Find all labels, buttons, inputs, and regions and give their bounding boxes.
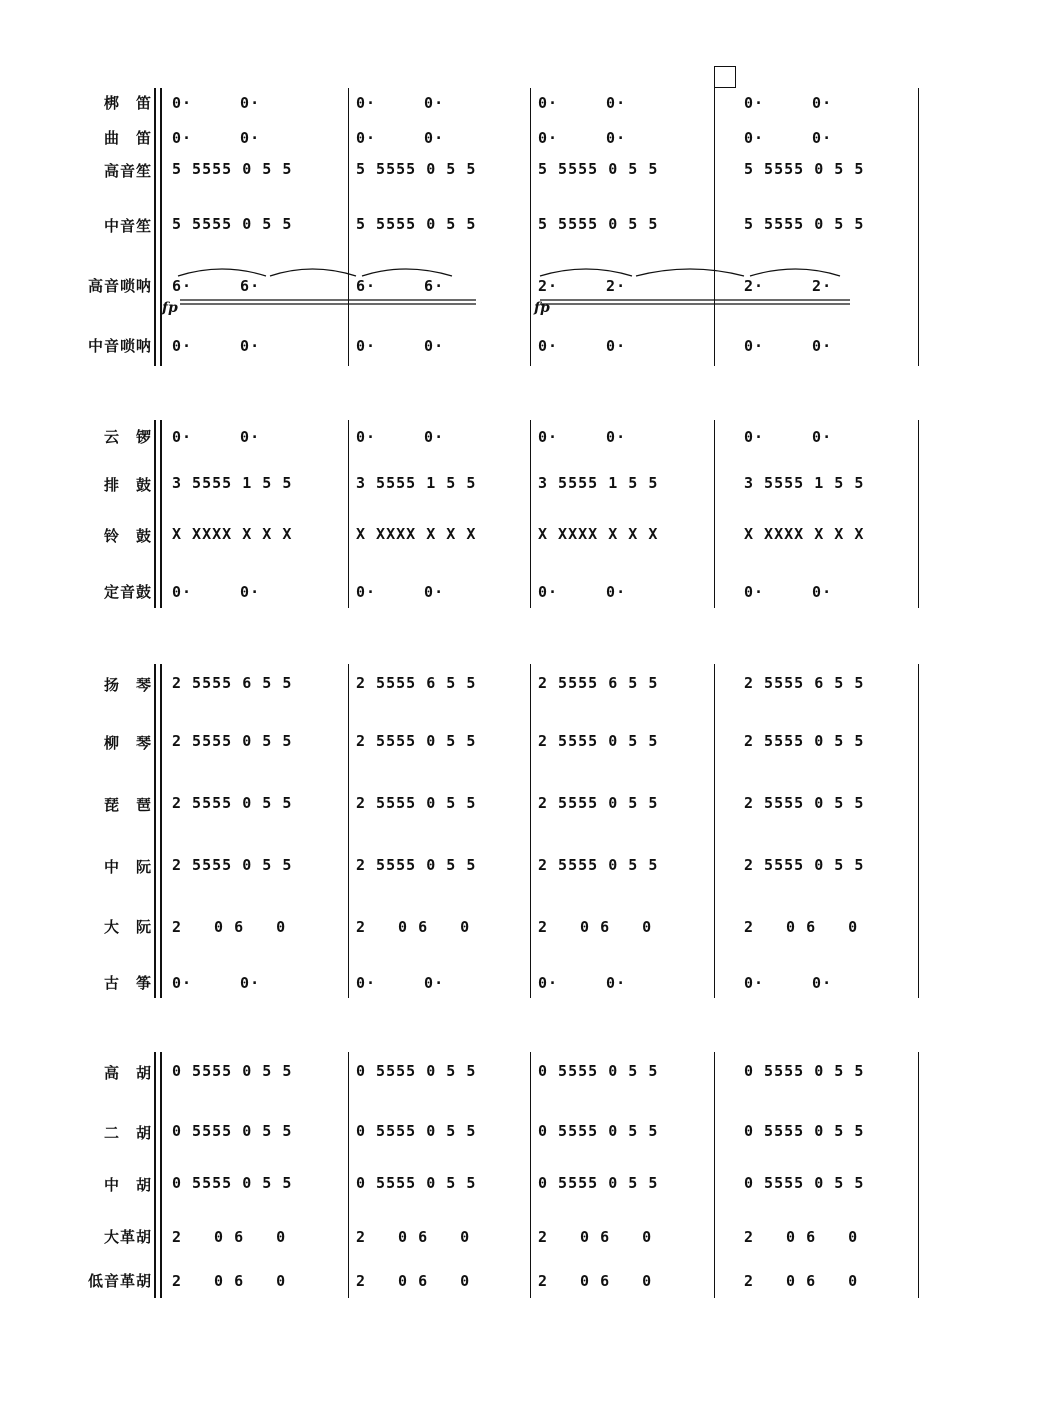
measure-notation: 0 5555 0 5 5: [356, 1174, 477, 1192]
measure-notation: 5 5555 0 5 5: [538, 215, 659, 233]
tie: [636, 269, 744, 276]
measure-notation: 2 0 6 0: [538, 1272, 653, 1290]
extension-line: [180, 300, 476, 304]
measure-notation: 0· 0·: [356, 974, 445, 992]
instrument-label: 二 胡: [103, 1124, 152, 1142]
measure-notation: X XXXX X X X: [538, 525, 659, 543]
instrument-label: 大 阮: [103, 918, 152, 936]
measure-notation: 5 5555 0 5 5: [172, 160, 293, 178]
instrument-label: 大革胡: [103, 1228, 152, 1246]
measure-notation: X XXXX X X X: [172, 525, 293, 543]
measure-notation: 2 5555 0 5 5: [744, 856, 865, 874]
measure-notation: 2 5555 0 5 5: [356, 732, 477, 750]
measure-notation: 0· 0·: [172, 974, 261, 992]
measure-notation: 0· 0·: [744, 583, 833, 601]
measure-notation: 2· 2·: [538, 277, 627, 295]
dynamic-marking: fp: [534, 300, 550, 316]
instrument-label: 琵 琶: [103, 796, 152, 814]
measure-notation: 0· 0·: [172, 337, 261, 355]
measure-notation: 0 5555 0 5 5: [538, 1174, 659, 1192]
measure-notation: 0· 0·: [356, 129, 445, 147]
instrument-label: 中 胡: [103, 1176, 152, 1194]
measure-notation: 2 0 6 0: [744, 1228, 859, 1246]
instrument-label: 云 锣: [103, 428, 152, 446]
measure-notation: 3 5555 1 5 5: [538, 474, 659, 492]
measure-notation: 0· 0·: [356, 337, 445, 355]
measure-notation: 0 5555 0 5 5: [356, 1062, 477, 1080]
dynamic-marking: fp: [162, 300, 178, 316]
measure-notation: X XXXX X X X: [744, 525, 865, 543]
rehearsal-mark: [714, 66, 736, 88]
instrument-label: 定音鼓: [103, 583, 152, 601]
measure-notation: 0· 0·: [538, 94, 627, 112]
measure-notation: 2 0 6 0: [744, 918, 859, 936]
measure-notation: 5 5555 0 5 5: [538, 160, 659, 178]
measure-notation: 0· 0·: [356, 583, 445, 601]
measure-notation: 0 5555 0 5 5: [744, 1062, 865, 1080]
measure-notation: 5 5555 0 5 5: [356, 215, 477, 233]
measure-notation: 2 5555 6 5 5: [538, 674, 659, 692]
tie: [540, 269, 632, 276]
measure-notation: 0 5555 0 5 5: [538, 1062, 659, 1080]
measure-notation: 0 5555 0 5 5: [172, 1062, 293, 1080]
measure-notation: 2 5555 0 5 5: [538, 794, 659, 812]
measure-notation: 2 5555 0 5 5: [356, 794, 477, 812]
measure-notation: 2 0 6 0: [356, 918, 471, 936]
instrument-label: 柳 琴: [103, 734, 152, 752]
measure-notation: 2 5555 0 5 5: [744, 732, 865, 750]
extension-line: [540, 300, 850, 304]
instrument-label: 铃 鼓: [103, 527, 152, 545]
instrument-label: 中 阮: [103, 858, 152, 876]
measure-notation: 0· 0·: [356, 94, 445, 112]
instrument-label: 高音唢呐: [87, 277, 152, 295]
measure-notation: 0· 0·: [538, 129, 627, 147]
measure-notation: 2 5555 0 5 5: [172, 856, 293, 874]
measure-notation: 0· 0·: [744, 129, 833, 147]
measure-notation: 2 0 6 0: [538, 918, 653, 936]
measure-notation: 2 0 6 0: [356, 1228, 471, 1246]
measure-notation: 6· 6·: [172, 277, 261, 295]
measure-notation: 3 5555 1 5 5: [356, 474, 477, 492]
measure-notation: 0· 0·: [744, 428, 833, 446]
measure-notation: 2 5555 0 5 5: [538, 856, 659, 874]
measure-notation: 0· 0·: [172, 583, 261, 601]
measure-notation: 0· 0·: [172, 129, 261, 147]
instrument-label: 梆 笛: [103, 94, 152, 112]
measure-notation: 0· 0·: [744, 94, 833, 112]
measure-notation: 0· 0·: [538, 428, 627, 446]
measure-notation: 0· 0·: [744, 337, 833, 355]
measure-notation: 2 5555 6 5 5: [356, 674, 477, 692]
instrument-label: 高音笙: [103, 162, 152, 180]
measure-notation: 0· 0·: [538, 974, 627, 992]
instrument-label: 古 筝: [103, 974, 152, 992]
measure-notation: 5 5555 0 5 5: [744, 215, 865, 233]
instrument-label: 扬 琴: [103, 676, 152, 694]
instrument-label: 曲 笛: [103, 129, 152, 147]
measure-notation: 0 5555 0 5 5: [744, 1122, 865, 1140]
measure-notation: 0· 0·: [538, 583, 627, 601]
measure-notation: 5 5555 0 5 5: [172, 215, 293, 233]
tie: [178, 269, 266, 276]
measure-notation: 2 5555 6 5 5: [172, 674, 293, 692]
measure-notation: 0· 0·: [744, 974, 833, 992]
measure-notation: 2· 2·: [744, 277, 833, 295]
measure-notation: 2 5555 6 5 5: [744, 674, 865, 692]
measure-notation: 0· 0·: [538, 337, 627, 355]
measure-notation: 2 0 6 0: [172, 1228, 287, 1246]
tie: [362, 269, 452, 276]
instrument-label: 排 鼓: [103, 476, 152, 494]
measure-notation: 5 5555 0 5 5: [356, 160, 477, 178]
measure-notation: 2 5555 0 5 5: [172, 732, 293, 750]
measure-notation: 6· 6·: [356, 277, 445, 295]
measure-notation: 0· 0·: [356, 428, 445, 446]
measure-notation: 2 5555 0 5 5: [356, 856, 477, 874]
measure-notation: 2 0 6 0: [744, 1272, 859, 1290]
measure-notation: 2 5555 0 5 5: [172, 794, 293, 812]
measure-notation: 0 5555 0 5 5: [172, 1122, 293, 1140]
instrument-label: 中音唢呐: [87, 337, 152, 355]
measure-notation: 0 5555 0 5 5: [172, 1174, 293, 1192]
measure-notation: 0 5555 0 5 5: [356, 1122, 477, 1140]
measure-notation: 0 5555 0 5 5: [538, 1122, 659, 1140]
measure-notation: X XXXX X X X: [356, 525, 477, 543]
tie: [750, 269, 840, 276]
measure-notation: 2 5555 0 5 5: [744, 794, 865, 812]
measure-notation: 2 0 6 0: [172, 1272, 287, 1290]
measure-notation: 0 5555 0 5 5: [744, 1174, 865, 1192]
measure-notation: 2 0 6 0: [538, 1228, 653, 1246]
measure-notation: 3 5555 1 5 5: [744, 474, 865, 492]
measure-notation: 2 0 6 0: [172, 918, 287, 936]
measure-notation: 0· 0·: [172, 94, 261, 112]
instrument-label: 高 胡: [103, 1064, 152, 1082]
measure-notation: 5 5555 0 5 5: [744, 160, 865, 178]
measure-notation: 2 0 6 0: [356, 1272, 471, 1290]
instrument-label: 低音革胡: [87, 1272, 152, 1290]
instrument-label: 中音笙: [103, 217, 152, 235]
tie: [270, 269, 356, 276]
measure-notation: 0· 0·: [172, 428, 261, 446]
measure-notation: 3 5555 1 5 5: [172, 474, 293, 492]
measure-notation: 2 5555 0 5 5: [538, 732, 659, 750]
